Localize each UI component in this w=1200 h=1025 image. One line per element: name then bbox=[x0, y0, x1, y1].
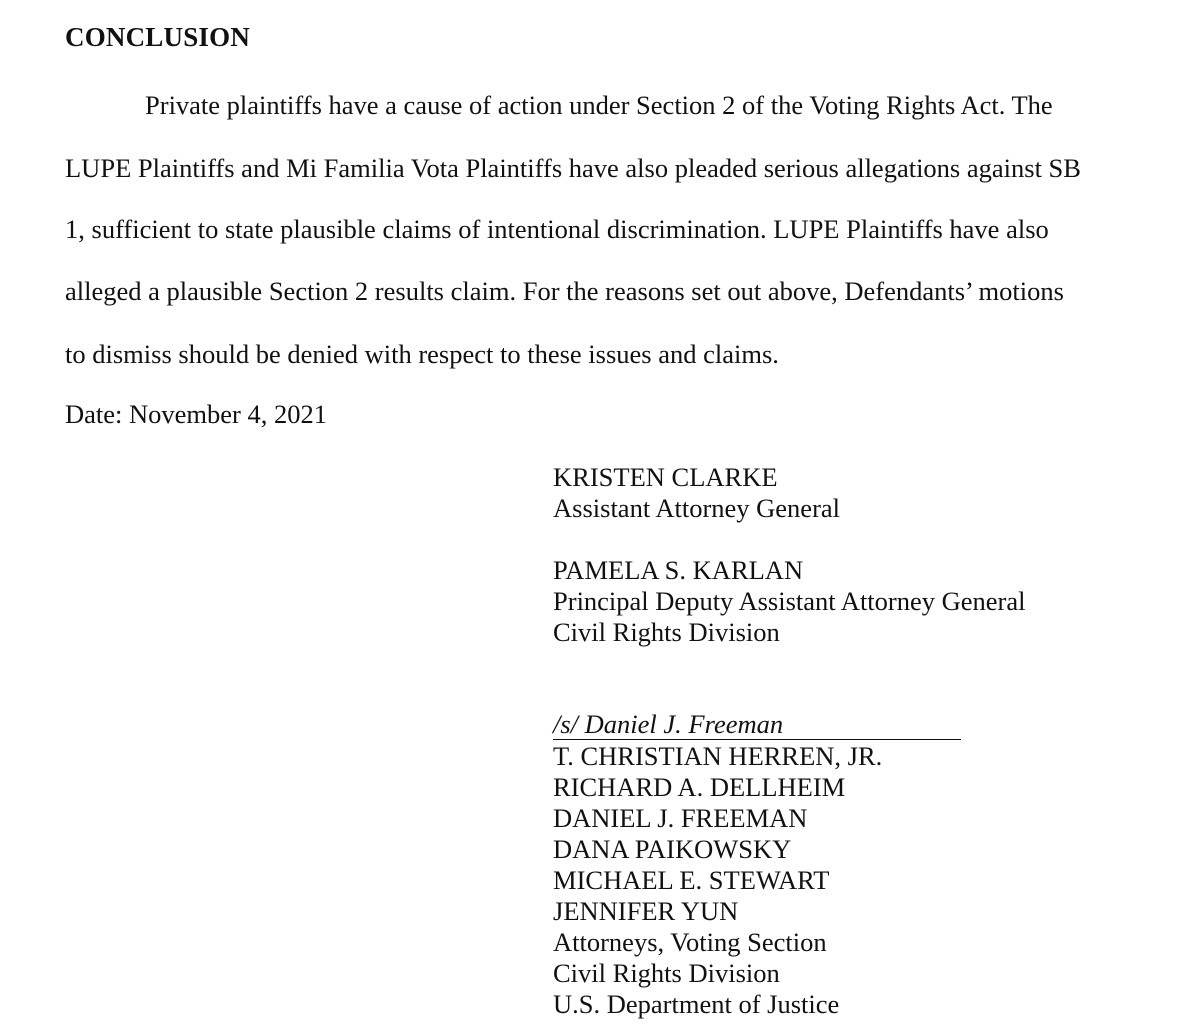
attorney-name: T. CHRISTIAN HERREN, JR. bbox=[553, 741, 883, 771]
attorney-name: RICHARD A. DELLHEIM bbox=[553, 772, 846, 802]
paragraph-line-1: Private plaintiffs have a cause of action under Section 2 of the Voting Rights Act. The bbox=[145, 90, 1053, 120]
signatory-title: Principal Deputy Assistant Attorney General bbox=[553, 586, 1026, 616]
paragraph-line-3: 1, sufficient to state plausible claims of intentional discrimination. LUPE Plaintiffs have also bbox=[65, 214, 1049, 244]
signatory-name: KRISTEN CLARKE bbox=[553, 462, 778, 492]
signatory-block-clarke bbox=[553, 462, 840, 524]
attorney-section: Attorneys, Voting Section bbox=[553, 927, 827, 957]
attorney-list bbox=[553, 741, 882, 1020]
attorney-name: DANIEL J. FREEMAN bbox=[553, 803, 808, 833]
signature-line: /s/ Daniel J. Freeman bbox=[553, 709, 961, 740]
signatory-name: PAMELA S. KARLAN bbox=[553, 555, 804, 585]
paragraph-line-2: LUPE Plaintiffs and Mi Familia Vota Plaintiffs have also pleaded serious allegations against SB bbox=[65, 153, 1081, 183]
attorney-name: DANA PAIKOWSKY bbox=[553, 834, 792, 864]
attorney-department: U.S. Department of Justice bbox=[553, 989, 840, 1019]
signatory-title: Assistant Attorney General bbox=[553, 493, 841, 523]
section-heading: CONCLUSION bbox=[65, 22, 251, 52]
attorney-name: JENNIFER YUN bbox=[553, 896, 739, 926]
attorney-name: MICHAEL E. STEWART bbox=[553, 865, 830, 895]
signatory-division: Civil Rights Division bbox=[553, 617, 780, 647]
signatory-block-karlan bbox=[553, 555, 1026, 648]
paragraph-line-5: to dismiss should be denied with respect to these issues and claims. bbox=[65, 339, 779, 369]
attorney-division: Civil Rights Division bbox=[553, 958, 780, 988]
document-date: Date: November 4, 2021 bbox=[65, 399, 327, 429]
paragraph-line-4: alleged a plausible Section 2 results claim. For the reasons set out above, Defendants’ motions bbox=[65, 276, 1064, 306]
